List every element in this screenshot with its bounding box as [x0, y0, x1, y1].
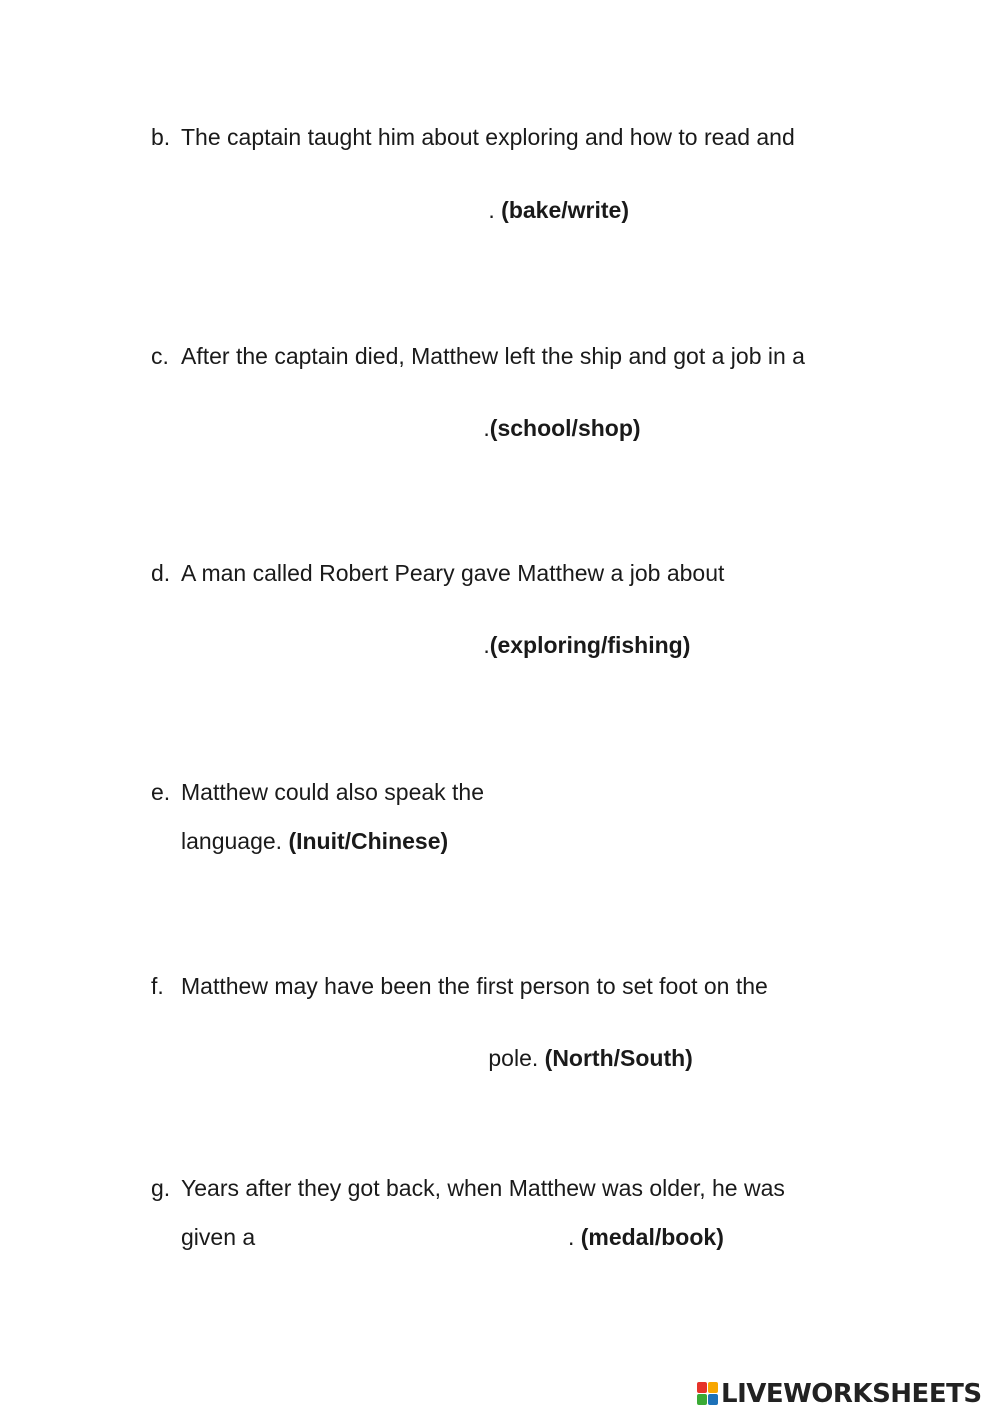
question-e-line2 [181, 826, 448, 856]
question-c-line2 [270, 413, 641, 444]
question-e-text: Matthew could also speak the [181, 779, 485, 805]
question-f-marker: f. [151, 973, 164, 999]
question-d-hint: (exploring/fishing) [489, 632, 691, 658]
question-d-marker: d. [151, 560, 171, 586]
answer-e-input[interactable] [520, 778, 850, 806]
question-g-line2 [181, 1222, 724, 1253]
question-b-line2 [270, 195, 629, 226]
question-b-after: . [488, 197, 502, 223]
answer-c-input[interactable] [270, 416, 477, 444]
question-f-line2 [270, 1043, 693, 1074]
answer-g-input[interactable] [262, 1225, 562, 1253]
question-c-marker: c. [151, 343, 169, 369]
question-f-hint: (North/South) [544, 1045, 693, 1071]
question-g-hint: (medal/book) [580, 1224, 724, 1250]
question-f-text: Matthew may have been the first person to set foot on the [181, 973, 768, 999]
liveworksheets-logo-text: LIVEWORKSHEETS [721, 1379, 982, 1409]
question-g-text: Years after they got back, when Matthew was older, he was [181, 1175, 785, 1201]
question-e-marker: e. [151, 779, 171, 805]
question-c-text: After the captain died, Matthew left the ship and got a job in a [181, 343, 805, 369]
question-f-after: pole. [488, 1045, 545, 1071]
liveworksheets-logo [697, 1378, 982, 1410]
liveworksheets-logo-icon [697, 1382, 719, 1406]
question-b-text: The captain taught him about exploring and how to read and [181, 124, 795, 150]
question-g-after: . [567, 1224, 581, 1250]
question-d-after: . [483, 632, 490, 658]
answer-d-input[interactable] [270, 633, 477, 661]
question-d-line2 [270, 630, 690, 661]
question-d-text: A man called Robert Peary gave Matthew a job about [181, 560, 725, 586]
question-e-before: language. [181, 828, 289, 854]
question-c-after: . [483, 415, 490, 441]
answer-f-input[interactable] [270, 1046, 482, 1074]
question-g-marker: g. [151, 1175, 171, 1201]
question-c-hint: (school/shop) [489, 415, 641, 441]
question-b-marker: b. [151, 124, 171, 150]
question-b-hint: (bake/write) [501, 197, 629, 223]
answer-b-input[interactable] [270, 198, 482, 226]
question-g-before: given a [181, 1224, 256, 1250]
question-e-hint: (Inuit/Chinese) [288, 828, 449, 854]
